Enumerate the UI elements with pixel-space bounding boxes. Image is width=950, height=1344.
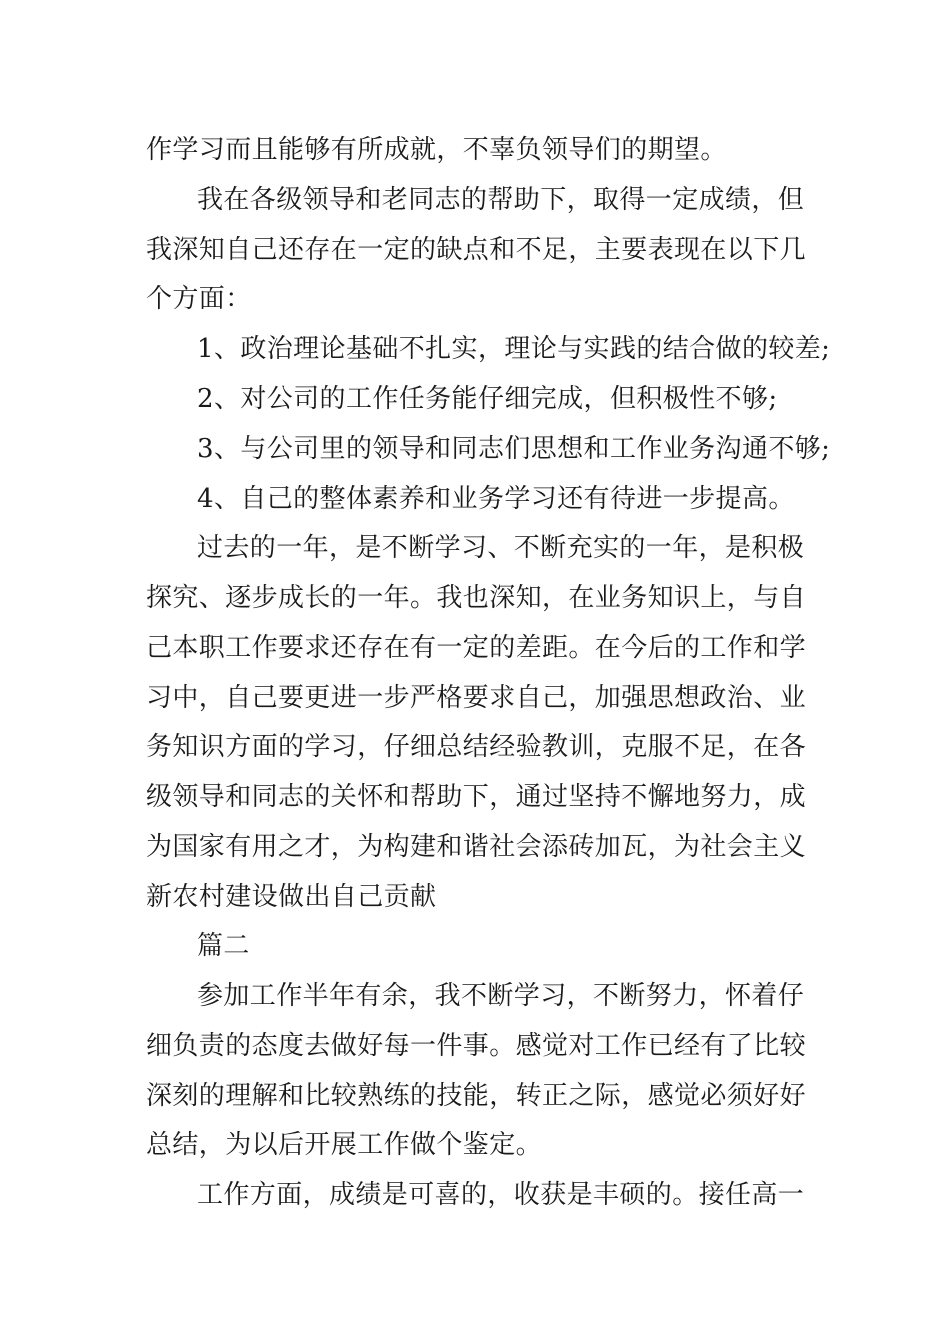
- text-line: 探究、逐步成长的一年。我也深知，在业务知识上，与自: [146, 583, 807, 613]
- list-item: 1、政治理论基础不扎实，理论与实践的结合做的较差;: [197, 334, 831, 364]
- text-line: 己本职工作要求还存在有一定的差距。在今后的工作和学: [146, 633, 807, 663]
- text-line: 深刻的理解和比较熟练的技能，转正之际，感觉必须好好: [146, 1081, 807, 1111]
- text-line: 习中，自己要更进一步严格要求自己，加强思想政治、业: [146, 683, 807, 713]
- text-line: 个方面：: [146, 284, 252, 314]
- text-line: 总结，为以后开展工作做个鉴定。: [146, 1130, 543, 1160]
- text-line: 参加工作半年有余，我不断学习，不断努力，怀着仔: [197, 981, 805, 1011]
- list-item: 4、自己的整体素养和业务学习还有待进一步提高。: [197, 484, 795, 514]
- list-item: 2、对公司的工作任务能仔细完成，但积极性不够;: [197, 384, 778, 414]
- text-line: 新农村建设做出自己贡献: [146, 882, 437, 912]
- list-item: 3、与公司里的领导和同志们思想和工作业务沟通不够;: [197, 434, 831, 464]
- text-line: 我在各级领导和老同志的帮助下，取得一定成绩，但: [197, 185, 805, 215]
- text-line: 工作方面，成绩是可喜的，收获是丰硕的。接任高一: [197, 1180, 805, 1210]
- text-line: 务知识方面的学习，仔细总结经验教训，克服不足，在各: [146, 732, 807, 762]
- text-line: 级领导和同志的关怀和帮助下，通过坚持不懈地努力，成: [146, 782, 807, 812]
- section-heading: 篇二: [197, 931, 250, 961]
- text-line: 为国家有用之才，为构建和谐社会添砖加瓦，为社会主义: [146, 832, 807, 862]
- text-line: 细负责的态度去做好每一件事。感觉对工作已经有了比较: [146, 1031, 807, 1061]
- text-line: 我深知自己还存在一定的缺点和不足，主要表现在以下几: [146, 235, 807, 265]
- text-line: 作学习而且能够有所成就，不辜负领导们的期望。: [146, 135, 727, 165]
- text-line: 过去的一年，是不断学习、不断充实的一年，是积极: [197, 533, 805, 563]
